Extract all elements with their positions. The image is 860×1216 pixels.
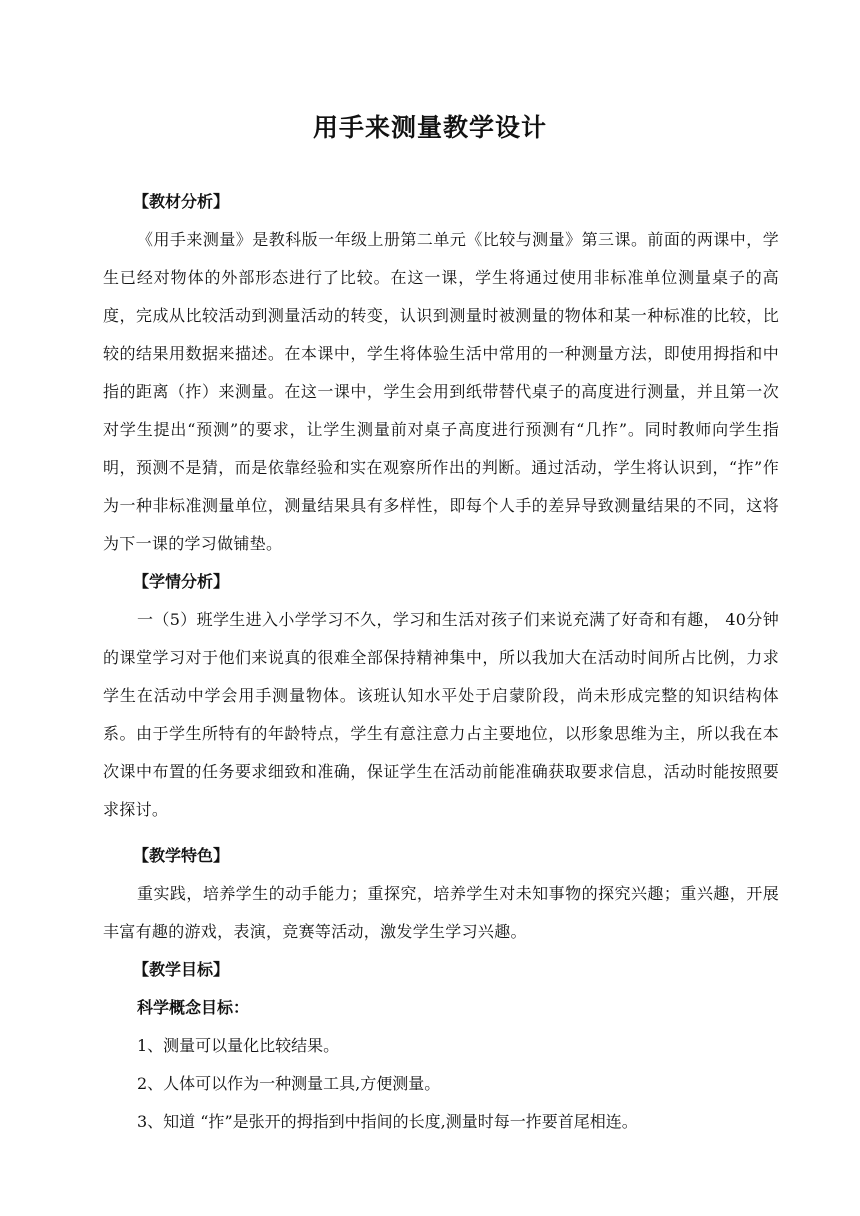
document-body: [103, 183, 779, 1141]
teaching-features-paragraph: 重实践，培养学生的动手能力；重探究，培养学生对未知事物的探究兴趣；重兴趣，开展丰富有趣的游戏，表演，竞赛等活动，激发学生学习兴趣。: [103, 884, 779, 941]
goal-item: 3、知道 “拃”是张开的拇指到中指间的长度,测量时每一拃要首尾相连。: [137, 1112, 638, 1131]
document-title: 用手来测量教学设计: [312, 113, 547, 142]
material-analysis-paragraph: 《用手来测量》是教科版一年级上册第二单元《比较与测量》第三课。前面的两课中，学生已经对物体的外部形态进行了比较。在这一课，学生将通过使用非标准单位测量桌子的高度，完成从比较活动到测量活动的转变，认识到测量时被测量的物体和某一种标准的比较，比较的结果用数据来描述。在本课中，学生将体验生活中常用的一种测量方法，即使用拇指和中指的距离（拃）来测量。在这一课中，学生会用到纸带替代桌子的高度进行测量，并且第一次对学生提出“预测”的要求，让学生测量前对桌子高度进行预测有“几拃”。同时教师向学生指明，预测不是猜，而是依靠经验和实在观察所作出的判断。通过活动，学生将认识到，“拃”作为一种非标准测量单位，测量结果具有多样性，即每个人手的差异导致测量结果的不同，这将为下一课的学习做铺垫。: [103, 230, 779, 553]
section-heading-teaching-goals: 【教学目标】: [133, 960, 230, 979]
section-heading-teaching-features: 【教学特色】: [133, 846, 230, 865]
goal-item: 2、人体可以作为一种测量工具,方便测量。: [137, 1074, 441, 1093]
section-heading-student-analysis: 【学情分析】: [133, 572, 230, 591]
section-heading-material-analysis: 【教材分析】: [133, 192, 230, 211]
section-gap: [103, 829, 779, 837]
goal-item: 1、测量可以量化比较结果。: [137, 1036, 340, 1055]
science-concept-goals-label: 科学概念目标：: [137, 998, 250, 1017]
student-analysis-paragraph: 一（5）班学生进入小学学习不久，学习和生活对孩子们来说充满了好奇和有趣， 40分钟的课堂学习对于他们来说真的很难全部保持精神集中，所以我加大在活动时间所占比例，力求学生在活动中学会用手测量物体。该班认知水平处于启蒙阶段，尚未形成完整的知识结构体系。由于学生所特有的年龄特点，学生有意注意力占主要地位，以形象思维为主，所以我在本次课中布置的任务要求细致和准确，保证学生在活动前能准确获取要求信息，活动时能按照要求探讨。: [103, 610, 779, 819]
